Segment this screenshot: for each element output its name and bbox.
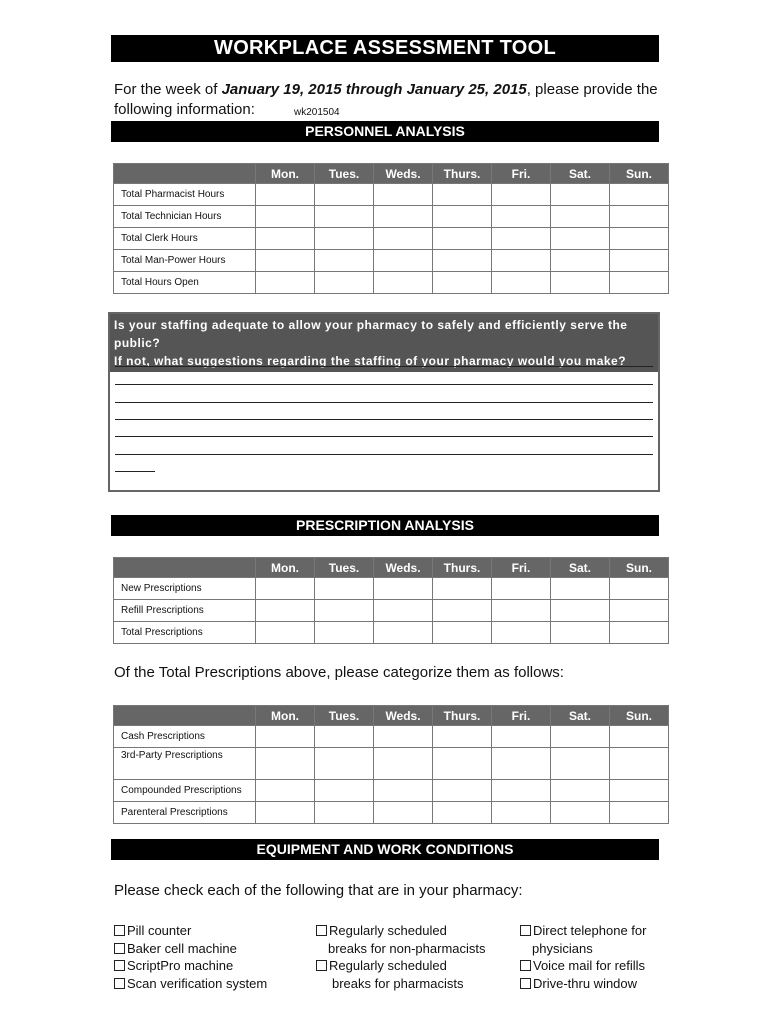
row-label: Total Man-Power Hours [114, 250, 256, 272]
categorize-prompt: Of the Total Prescriptions above, please categorize them as follows: [114, 664, 564, 681]
input-cell[interactable] [315, 802, 374, 824]
checkbox-item[interactable] [316, 922, 486, 940]
input-cell[interactable] [610, 578, 669, 600]
table-row [114, 578, 669, 600]
table-row [114, 206, 669, 228]
equipment-prompt: Please check each of the following that are in your pharmacy: [114, 882, 523, 899]
input-cell[interactable] [551, 622, 610, 644]
header-blank [114, 164, 256, 184]
row-label: Refill Prescriptions [114, 600, 256, 622]
checkbox-item[interactable] [114, 922, 267, 940]
checkbox-item[interactable] [520, 957, 646, 975]
checkbox-label: Voice mail for refills [533, 958, 645, 973]
input-cell[interactable] [256, 228, 315, 250]
input-cell[interactable] [315, 622, 374, 644]
answer-line[interactable] [115, 436, 653, 437]
checkbox-label: Regularly scheduled [329, 958, 447, 973]
checkbox-icon[interactable] [114, 978, 125, 989]
input-cell[interactable] [551, 184, 610, 206]
equipment-column-1 [114, 922, 267, 992]
input-cell[interactable] [374, 250, 433, 272]
input-cell[interactable] [433, 802, 492, 824]
checkbox-label: Direct telephone for [533, 923, 647, 938]
input-cell[interactable] [551, 600, 610, 622]
input-cell[interactable] [551, 780, 610, 802]
day-header: Fri. [492, 706, 551, 726]
table-row [114, 780, 669, 802]
checkbox-label-continued: breaks for pharmacists [332, 975, 464, 991]
table-header-row [114, 558, 669, 578]
table-header-row [114, 706, 669, 726]
answer-line[interactable] [115, 454, 653, 455]
table-row [114, 184, 669, 206]
day-header: Sat. [551, 706, 610, 726]
input-cell[interactable] [374, 272, 433, 294]
input-cell[interactable] [492, 748, 551, 780]
input-cell[interactable] [433, 578, 492, 600]
equipment-heading: EQUIPMENT AND WORK CONDITIONS [111, 839, 659, 860]
input-cell[interactable] [256, 622, 315, 644]
checkbox-label: Drive-thru window [533, 975, 638, 991]
table-row [114, 250, 669, 272]
equipment-column-2 [316, 922, 486, 992]
input-cell[interactable] [492, 802, 551, 824]
table-row [114, 622, 669, 644]
day-header: Sat. [551, 164, 610, 184]
input-cell[interactable] [433, 250, 492, 272]
input-cell[interactable] [256, 802, 315, 824]
input-cell[interactable] [492, 206, 551, 228]
input-cell[interactable] [492, 228, 551, 250]
input-cell[interactable] [374, 578, 433, 600]
input-cell[interactable] [433, 184, 492, 206]
input-cell[interactable] [610, 780, 669, 802]
checkbox-label: Pill counter [127, 923, 192, 938]
input-cell[interactable] [610, 802, 669, 824]
input-cell[interactable] [256, 184, 315, 206]
input-cell[interactable] [315, 578, 374, 600]
page-title: WORKPLACE ASSESSMENT TOOL [111, 35, 659, 62]
checkbox-label: Regularly scheduled [329, 923, 447, 938]
checkbox-label: ScriptPro machine [127, 958, 234, 973]
table-header-row [114, 164, 669, 184]
input-cell[interactable] [374, 600, 433, 622]
input-cell[interactable] [315, 228, 374, 250]
row-label: Total Pharmacist Hours [114, 184, 256, 206]
input-cell[interactable] [433, 748, 492, 780]
day-header: Thurs. [433, 164, 492, 184]
checkbox-icon[interactable] [114, 943, 125, 954]
input-cell[interactable] [610, 748, 669, 780]
input-cell[interactable] [492, 726, 551, 748]
input-cell[interactable] [551, 272, 610, 294]
input-cell[interactable] [551, 748, 610, 780]
row-label: Total Clerk Hours [114, 228, 256, 250]
checkbox-icon[interactable] [316, 960, 327, 971]
row-label: Total Prescriptions [114, 622, 256, 644]
input-cell[interactable] [492, 184, 551, 206]
input-cell[interactable] [315, 780, 374, 802]
input-cell[interactable] [610, 622, 669, 644]
input-cell[interactable] [315, 748, 374, 780]
input-cell[interactable] [610, 228, 669, 250]
input-cell[interactable] [374, 748, 433, 780]
categorize-table [113, 705, 669, 824]
input-cell[interactable] [433, 228, 492, 250]
checkbox-item[interactable] [114, 940, 267, 958]
row-label: 3rd-Party Prescriptions [114, 748, 256, 780]
day-header: Sat. [551, 558, 610, 578]
input-cell[interactable] [492, 578, 551, 600]
row-label: Compounded Prescriptions [114, 780, 256, 802]
intro-prefix: For the week of [114, 81, 222, 98]
input-cell[interactable] [374, 780, 433, 802]
row-label: Total Technician Hours [114, 206, 256, 228]
week-range: January 19, 2015 through January 25, 2015 [221, 81, 527, 98]
day-header: Thurs. [433, 706, 492, 726]
checkbox-icon[interactable] [316, 925, 327, 936]
table-row [114, 228, 669, 250]
input-cell[interactable] [610, 250, 669, 272]
staffing-question [110, 314, 658, 372]
prescription-heading: PRESCRIPTION ANALYSIS [111, 515, 659, 536]
intro-suffix: , please provide the following information: [114, 81, 658, 118]
input-cell[interactable] [492, 250, 551, 272]
input-cell[interactable] [374, 206, 433, 228]
table-row [114, 748, 669, 780]
checkbox-label: Scan verification system [127, 975, 268, 991]
input-cell[interactable] [551, 206, 610, 228]
input-cell[interactable] [433, 780, 492, 802]
input-cell[interactable] [492, 780, 551, 802]
day-header: Tues. [315, 558, 374, 578]
checkbox-item[interactable] [316, 957, 486, 975]
input-cell[interactable] [256, 726, 315, 748]
row-label: New Prescriptions [114, 578, 256, 600]
day-header: Fri. [492, 164, 551, 184]
day-header: Weds. [374, 558, 433, 578]
checkbox-label-continued: physicians [532, 940, 593, 956]
input-cell[interactable] [256, 780, 315, 802]
day-header: Weds. [374, 706, 433, 726]
day-header: Fri. [492, 558, 551, 578]
day-header: Sun. [610, 164, 669, 184]
answer-line[interactable] [115, 384, 653, 385]
checkbox-item[interactable] [114, 957, 267, 975]
day-header: Mon. [256, 706, 315, 726]
personnel-heading: PERSONNEL ANALYSIS [111, 121, 659, 142]
equipment-column-3 [520, 922, 646, 992]
input-cell[interactable] [374, 184, 433, 206]
answer-line[interactable] [115, 419, 653, 420]
input-cell[interactable] [256, 600, 315, 622]
table-row [114, 272, 669, 294]
input-cell[interactable] [256, 250, 315, 272]
checkbox-icon[interactable] [520, 925, 531, 936]
input-cell[interactable] [610, 206, 669, 228]
checkbox-label: Baker cell machine [127, 940, 237, 956]
input-cell[interactable] [315, 184, 374, 206]
checkbox-icon[interactable] [520, 960, 531, 971]
checkbox-item[interactable] [114, 975, 267, 993]
input-cell[interactable] [551, 726, 610, 748]
input-cell[interactable] [315, 272, 374, 294]
input-cell[interactable] [374, 802, 433, 824]
input-cell[interactable] [256, 206, 315, 228]
input-cell[interactable] [374, 228, 433, 250]
input-cell[interactable] [315, 726, 374, 748]
question-line-1: Is your staffing adequate to allow your pharmacy to safely and efficiently serve the public? [114, 318, 628, 350]
checkbox-item[interactable] [520, 922, 646, 940]
staffing-question-box [108, 312, 660, 492]
input-cell[interactable] [256, 578, 315, 600]
input-cell[interactable] [551, 250, 610, 272]
input-cell[interactable] [610, 726, 669, 748]
question-line-2: If not, what suggestions regarding the staffing of your pharmacy would you make? [114, 354, 627, 368]
day-header: Thurs. [433, 558, 492, 578]
input-cell[interactable] [315, 600, 374, 622]
table-row [114, 802, 669, 824]
input-cell[interactable] [433, 206, 492, 228]
checkbox-icon[interactable] [520, 978, 531, 989]
day-header: Mon. [256, 164, 315, 184]
input-cell[interactable] [551, 802, 610, 824]
checkbox-icon[interactable] [114, 925, 125, 936]
input-cell[interactable] [315, 206, 374, 228]
input-cell[interactable] [551, 228, 610, 250]
input-cell[interactable] [492, 600, 551, 622]
row-label: Total Hours Open [114, 272, 256, 294]
intro-text [114, 80, 674, 120]
checkbox-item[interactable] [520, 975, 646, 993]
day-header: Sun. [610, 706, 669, 726]
input-cell[interactable] [610, 600, 669, 622]
day-header: Weds. [374, 164, 433, 184]
personnel-table [113, 163, 669, 294]
input-cell[interactable] [374, 622, 433, 644]
input-cell[interactable] [433, 600, 492, 622]
table-row [114, 726, 669, 748]
checkbox-icon[interactable] [114, 960, 125, 971]
input-cell[interactable] [433, 272, 492, 294]
day-header: Sun. [610, 558, 669, 578]
header-blank [114, 558, 256, 578]
input-cell[interactable] [256, 272, 315, 294]
answer-line[interactable] [115, 366, 653, 367]
row-label: Parenteral Prescriptions [114, 802, 256, 824]
checkbox-label-continued: breaks for non-pharmacists [328, 940, 486, 956]
input-cell[interactable] [433, 622, 492, 644]
input-cell[interactable] [551, 578, 610, 600]
table-row [114, 600, 669, 622]
answer-line[interactable] [115, 471, 155, 472]
day-header: Mon. [256, 558, 315, 578]
input-cell[interactable] [374, 726, 433, 748]
header-blank [114, 706, 256, 726]
input-cell[interactable] [610, 272, 669, 294]
input-cell[interactable] [492, 622, 551, 644]
prescription-table [113, 557, 669, 644]
answer-line[interactable] [115, 402, 653, 403]
input-cell[interactable] [610, 184, 669, 206]
input-cell[interactable] [433, 726, 492, 748]
day-header: Tues. [315, 164, 374, 184]
day-header: Tues. [315, 706, 374, 726]
row-label: Cash Prescriptions [114, 726, 256, 748]
week-code: wk201504 [294, 107, 340, 118]
input-cell[interactable] [492, 272, 551, 294]
input-cell[interactable] [315, 250, 374, 272]
input-cell[interactable] [256, 748, 315, 780]
